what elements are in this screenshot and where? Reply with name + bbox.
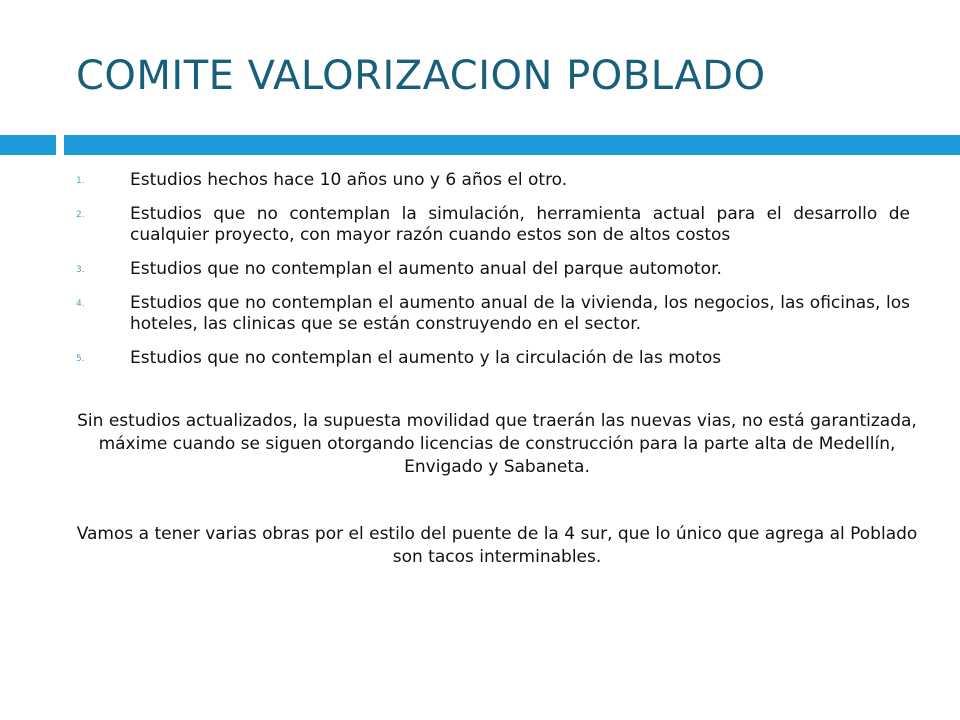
paragraph-conclusion: Sin estudios actualizados, la supuesta movilidad que traerán las nuevas vias, no está garantizada, máxime cuando se siguen otorgando licencias de construcción para la parte alta de Medellín, Envigado y Sabaneta. (77, 411, 917, 477)
list-item-number: 2. (76, 210, 85, 220)
paragraph-closing: Vamos a tener varias obras por el estilo del puente de la 4 sur, que lo único que agrega al Poblado son tacos interminables. (76, 524, 918, 567)
accent-bar (64, 135, 960, 155)
list-item (76, 293, 910, 335)
list-item (76, 259, 910, 280)
list-item-text: Estudios que no contemplan la simulación, herramienta actual para el desarrollo de cualquier proyecto, con mayor razón cuando estos son de altos costos (130, 204, 910, 245)
list-item-number: 4. (76, 299, 85, 309)
list-item-number: 3. (76, 265, 85, 275)
list-item-text: Estudios que no contemplan el aumento anual del parque automotor. (130, 259, 722, 279)
list-item-number: 1. (76, 176, 85, 186)
list-item-text: Estudios que no contemplan el aumento anual de la vivienda, los negocios, las oficinas, los hoteles, las clinicas que se están construyendo en el sector. (130, 293, 910, 334)
list-item (76, 170, 910, 191)
slide-title: COMITE VALORIZACION POBLADO (76, 53, 766, 99)
list-item (76, 348, 910, 369)
list-item-text: Estudios hechos hace 10 años uno y 6 años el otro. (130, 170, 568, 190)
list-item (76, 204, 910, 246)
list-item-number: 5. (76, 354, 85, 364)
numbered-list (76, 170, 910, 382)
accent-square (0, 135, 56, 155)
list-item-text: Estudios que no contemplan el aumento y la circulación de las motos (130, 348, 722, 368)
